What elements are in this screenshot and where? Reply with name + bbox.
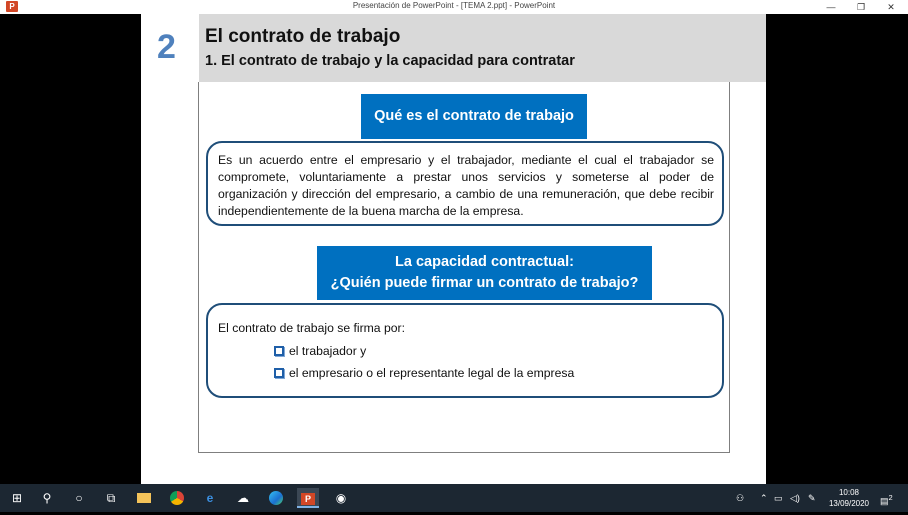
people-icon[interactable]: ⚇: [736, 493, 745, 503]
system-clock[interactable]: [823, 487, 875, 509]
windows-taskbar: [0, 484, 908, 512]
task-view-icon[interactable]: ⧉: [106, 491, 116, 505]
capacity-box: [206, 303, 724, 398]
list-item-label: el trabajador y: [289, 344, 367, 358]
slide[interactable]: [141, 14, 766, 484]
clock-date: 13/09/2020: [828, 499, 870, 508]
minimize-button[interactable]: —: [826, 2, 836, 12]
edge-legacy-icon[interactable]: e: [206, 491, 214, 505]
slide-subtitle: 1. El contrato de trabajo y la capacidad para contratar: [205, 53, 575, 69]
edge-icon[interactable]: [265, 488, 287, 508]
capacity-lead-text: El contrato de trabajo se firma por:: [218, 321, 405, 335]
slide-title: El contrato de trabajo: [205, 26, 401, 47]
powerpoint-icon[interactable]: P: [297, 488, 319, 508]
definition-box: [206, 141, 724, 226]
definition-heading: Qué es el contrato de trabajo: [361, 94, 587, 139]
cloud-app-icon[interactable]: ☁: [237, 491, 249, 505]
window-titlebar: [0, 0, 908, 14]
definition-text: Es un acuerdo entre el empresario y el trabajador, mediante el cual el trabajador se compromete, voluntariamente a prestar unos servicios y someterse al poder de organización y dirección del empresario, a cambio de una remuneración, que debe recibir independientemente de la buena marcha de la empresa.: [218, 153, 714, 218]
capacity-heading-line1: La capacidad contractual:: [395, 254, 574, 270]
chevron-up-icon[interactable]: ⌃: [760, 493, 768, 503]
list-item-label: el empresario o el representante legal de la empresa: [289, 366, 575, 380]
clock-time: 10:08: [838, 488, 860, 497]
notifications-count: 2: [888, 493, 893, 502]
slide-number: 2: [157, 28, 176, 66]
network-icon[interactable]: ▭: [774, 493, 783, 503]
volume-icon[interactable]: ◁): [790, 493, 800, 503]
checkbox-bullet-icon: [274, 346, 284, 356]
window-title: Presentación de PowerPoint - [TEMA 2.ppt] - PowerPoint: [352, 1, 556, 10]
capacity-heading-line2: ¿Quién puede firmar un contrato de trabajo?: [330, 275, 639, 291]
obs-icon[interactable]: ◉: [335, 491, 347, 505]
capacity-heading: [317, 246, 652, 300]
slideshow-stage: [0, 14, 908, 484]
file-explorer-icon[interactable]: [133, 488, 155, 508]
cortana-icon[interactable]: ○: [75, 491, 83, 505]
header-band: [199, 14, 766, 82]
search-icon[interactable]: ⚲: [42, 491, 52, 505]
powerpoint-app-icon[interactable]: P: [6, 1, 18, 12]
chrome-icon[interactable]: [166, 488, 188, 508]
windows-start-icon[interactable]: ⊞: [11, 491, 23, 505]
close-button[interactable]: ✕: [887, 2, 895, 12]
pen-icon[interactable]: ✎: [808, 493, 816, 503]
restore-button[interactable]: ❐: [856, 2, 866, 12]
checkbox-bullet-icon: [274, 368, 284, 378]
notifications-icon[interactable]: ▤$^2$: [880, 493, 893, 506]
list-item: [274, 344, 366, 358]
list-item: [274, 366, 574, 380]
